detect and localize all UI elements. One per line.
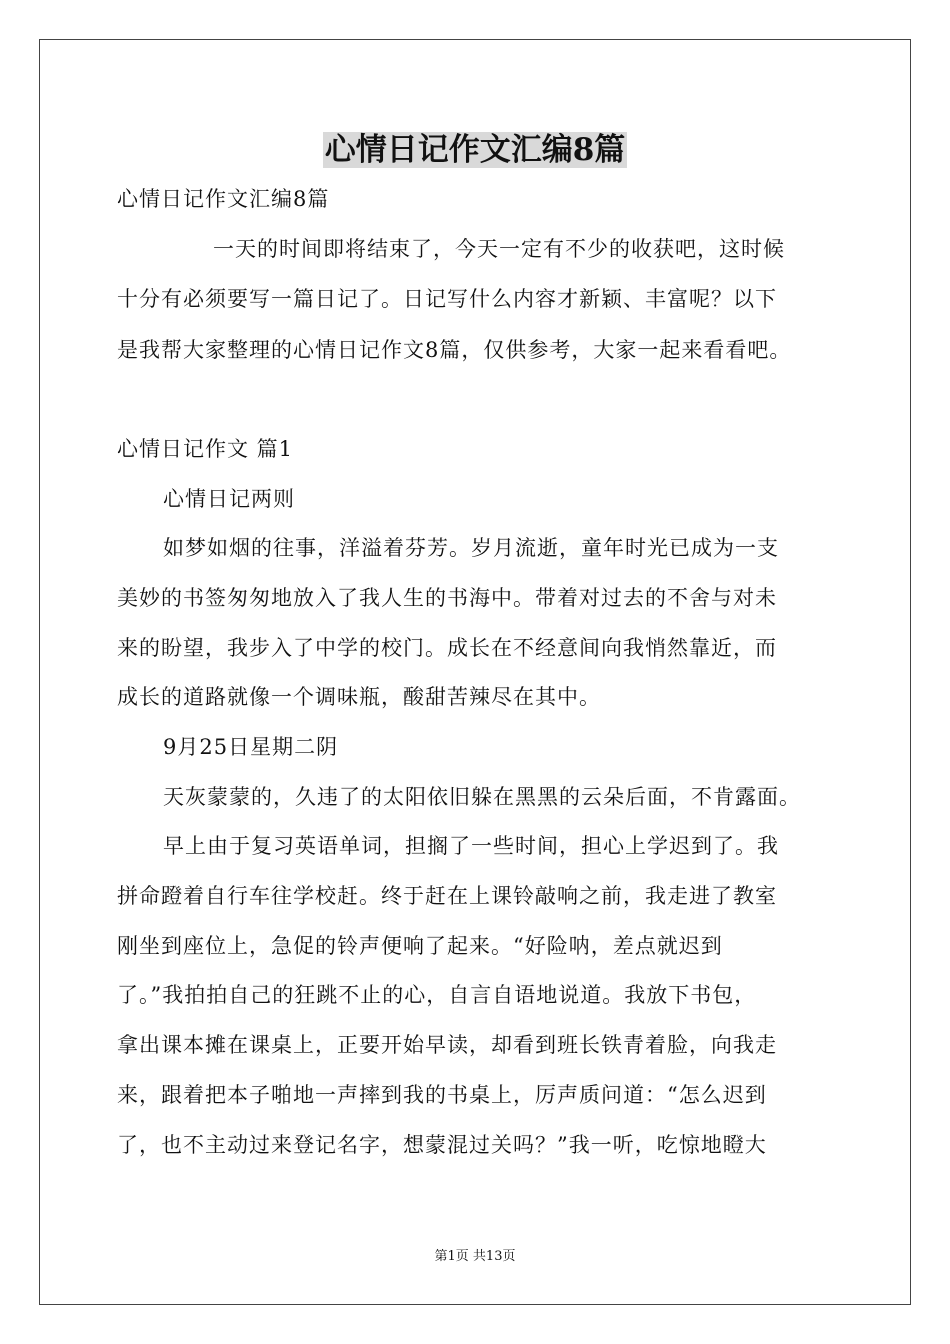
text-line: 美妙的书签匆匆地放入了我人生的书海中。带着对过去的不舍与对未: [117, 586, 777, 610]
text-line: 刚坐到座位上，急促的铃声便响了起来。“好险呐，差点就迟到: [117, 934, 723, 958]
text-line: 了。”我拍拍自己的狂跳不止的心，自言自语地说道。我放下书包，: [117, 983, 757, 1007]
text-line: 心情日记两则: [163, 487, 295, 511]
text-line: 了，也不主动过来登记名字，想蒙混过关吗？”我一听，吃惊地瞪大: [117, 1133, 767, 1157]
subtitle-line: 心情日记作文汇编8篇: [117, 187, 330, 211]
text-line: 拼命蹬着自行车往学校赶。终于赶在上课铃敲响之前，我走进了教室: [117, 884, 777, 908]
text-line: 成长的道路就像一个调味瓶，酸甜苦辣尽在其中。: [117, 685, 601, 709]
text-line: 早上由于复习英语单词，担搁了一些时间，担心上学迟到了。我: [163, 834, 779, 858]
text-line: 来，跟着把本子啪地一声摔到我的书桌上，厉声质问道：“怎么迟到: [117, 1083, 767, 1107]
text-line: 来的盼望，我步入了中学的校门。成长在不经意间向我悄然靠近，而: [117, 636, 777, 660]
text-line: 一天的时间即将结束了，今天一定有不少的收获吧，这时候: [213, 237, 785, 261]
date-line: 9月25日星期二阴: [163, 735, 339, 759]
page-footer: 第1页 共13页: [434, 1249, 516, 1264]
text-line: 拿出课本摊在课桌上，正要开始早读，却看到班长铁青着脸，向我走: [117, 1033, 777, 1057]
section-heading: 心情日记作文 篇1: [117, 437, 294, 461]
text-line: 天灰蒙蒙的，久违了的太阳依旧躲在黑黑的云朵后面，不肯露面。: [163, 785, 801, 809]
document-title: [0, 128, 950, 172]
title-text: 心情日记作文汇编8篇: [324, 132, 626, 168]
page-border: [39, 39, 911, 1305]
text-line: 如梦如烟的往事，洋溢着芬芳。岁月流逝，童年时光已成为一支: [163, 536, 779, 560]
text-line: 是我帮大家整理的心情日记作文8篇，仅供参考，大家一起来看看吧。: [117, 338, 792, 362]
text-line: 十分有必须要写一篇日记了。日记写什么内容才新颖、丰富呢？以下: [117, 287, 777, 311]
